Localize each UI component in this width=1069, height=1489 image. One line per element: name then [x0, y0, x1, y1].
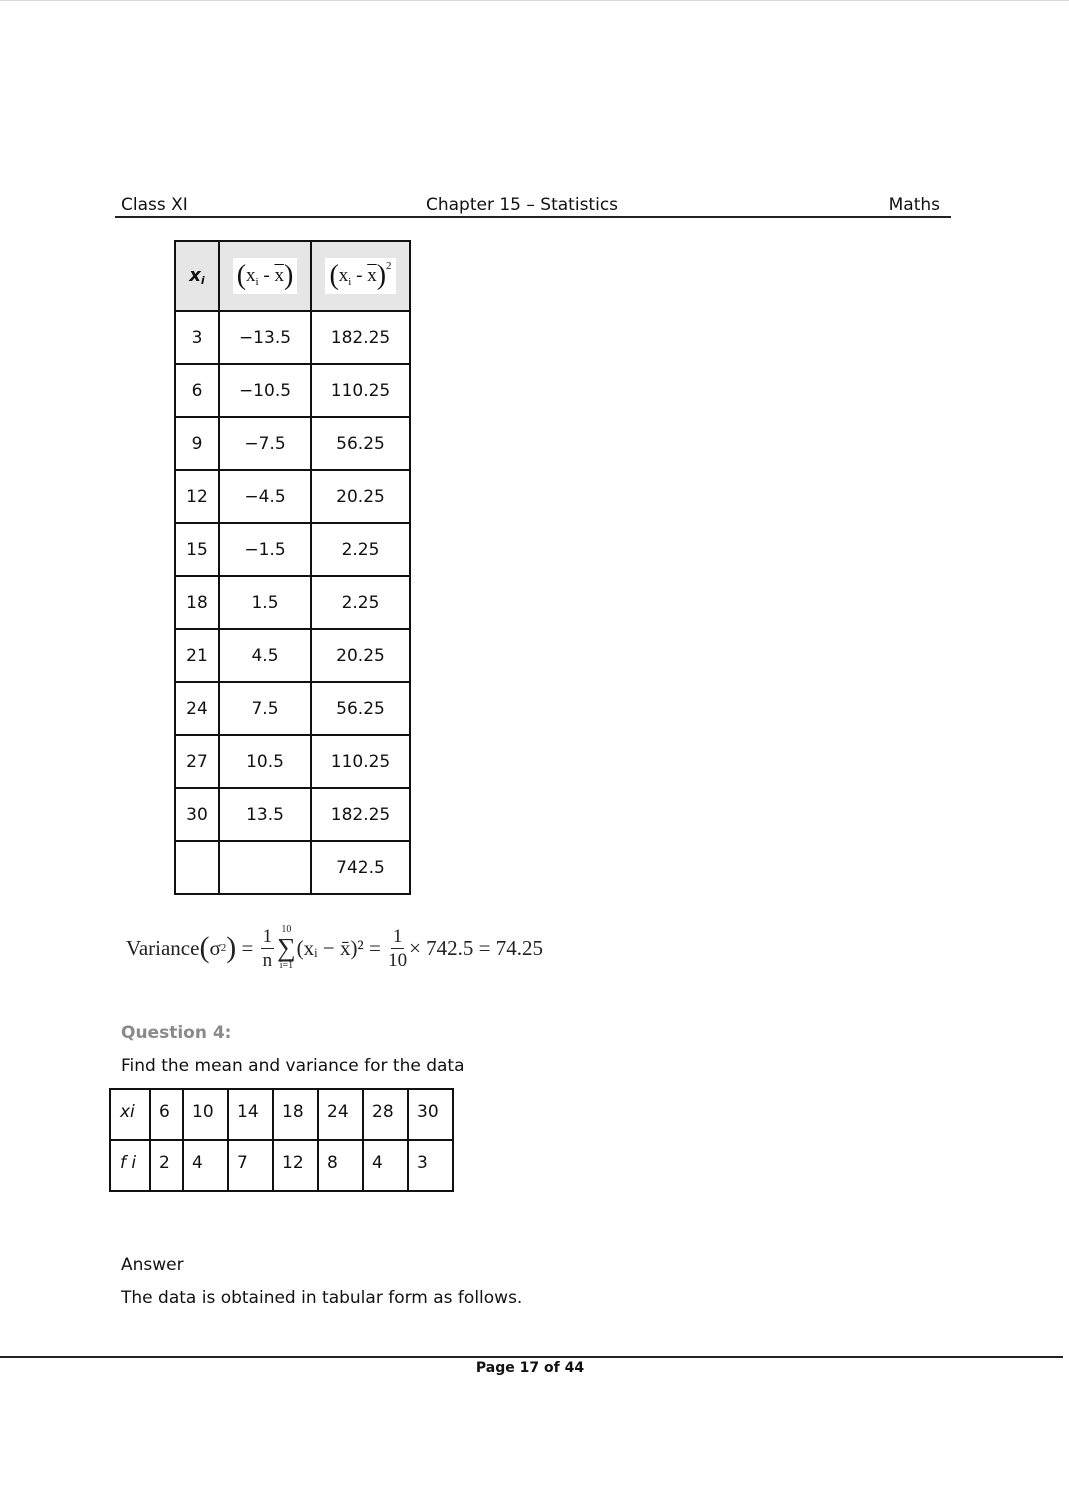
table-row: 3 −13.5 182.25 [175, 311, 410, 364]
header-deviation-squared: $(x_i - \overline{x})^2$ [311, 241, 410, 311]
header-subject: Maths [888, 195, 940, 215]
table-total-row: 742.5 [175, 841, 410, 894]
question-title: Question 4: [121, 1023, 232, 1043]
f-values-row: f i 2 4 7 12 8 4 3 [110, 1140, 453, 1191]
header-class: Class XI [121, 195, 188, 215]
answer-label: Answer [121, 1255, 184, 1275]
table-row: 6 −10.5 110.25 [175, 364, 410, 417]
table-row: 12 −4.5 20.25 [175, 470, 410, 523]
fraction-1-over-n: $\frac{1}{n}$ [262, 925, 273, 971]
table-row: 27 10.5 110.25 [175, 735, 410, 788]
page-header [115, 194, 951, 218]
table-row: 15 −1.5 2.25 [175, 523, 410, 576]
x-values-row: xi 6 10 14 18 24 28 30 [110, 1089, 453, 1140]
top-border [0, 0, 1069, 1]
table-row: 9 −7.5 56.25 [175, 417, 410, 470]
answer-text: The data is obtained in tabular form as follows. [121, 1288, 523, 1308]
table-row: 24 7.5 56.25 [175, 682, 410, 735]
x-label: xi [110, 1089, 150, 1140]
header-chapter: Chapter 15 – Statistics [426, 195, 619, 215]
page-number: Page 17 of 44 [475, 1360, 585, 1376]
table-header-row [175, 241, 410, 311]
f-label: f i [110, 1140, 150, 1191]
fraction-1-over-10: $\frac{1}{10}$ [388, 925, 408, 971]
table-row: 30 13.5 182.25 [175, 788, 410, 841]
header-deviation: $(x_i - \overline{x})$ [219, 241, 311, 311]
footer-divider [0, 1356, 1063, 1358]
summation-symbol: 10 ∑ i=1 [277, 924, 296, 971]
variance-formula: Variance ( σ 2 ) = $\frac{1}{n}$ 10 ∑ i=1 (xᵢ − x̄)² = $\frac{1}{10}$ × 742.5 = 74.25 [126, 924, 544, 971]
frequency-table [109, 1088, 454, 1192]
table-row: 21 4.5 20.25 [175, 629, 410, 682]
question-text: Find the mean and variance for the data [121, 1056, 465, 1076]
deviation-table [174, 240, 411, 895]
table-row: 18 1.5 2.25 [175, 576, 410, 629]
header-xi: $x_i$ [175, 241, 219, 311]
